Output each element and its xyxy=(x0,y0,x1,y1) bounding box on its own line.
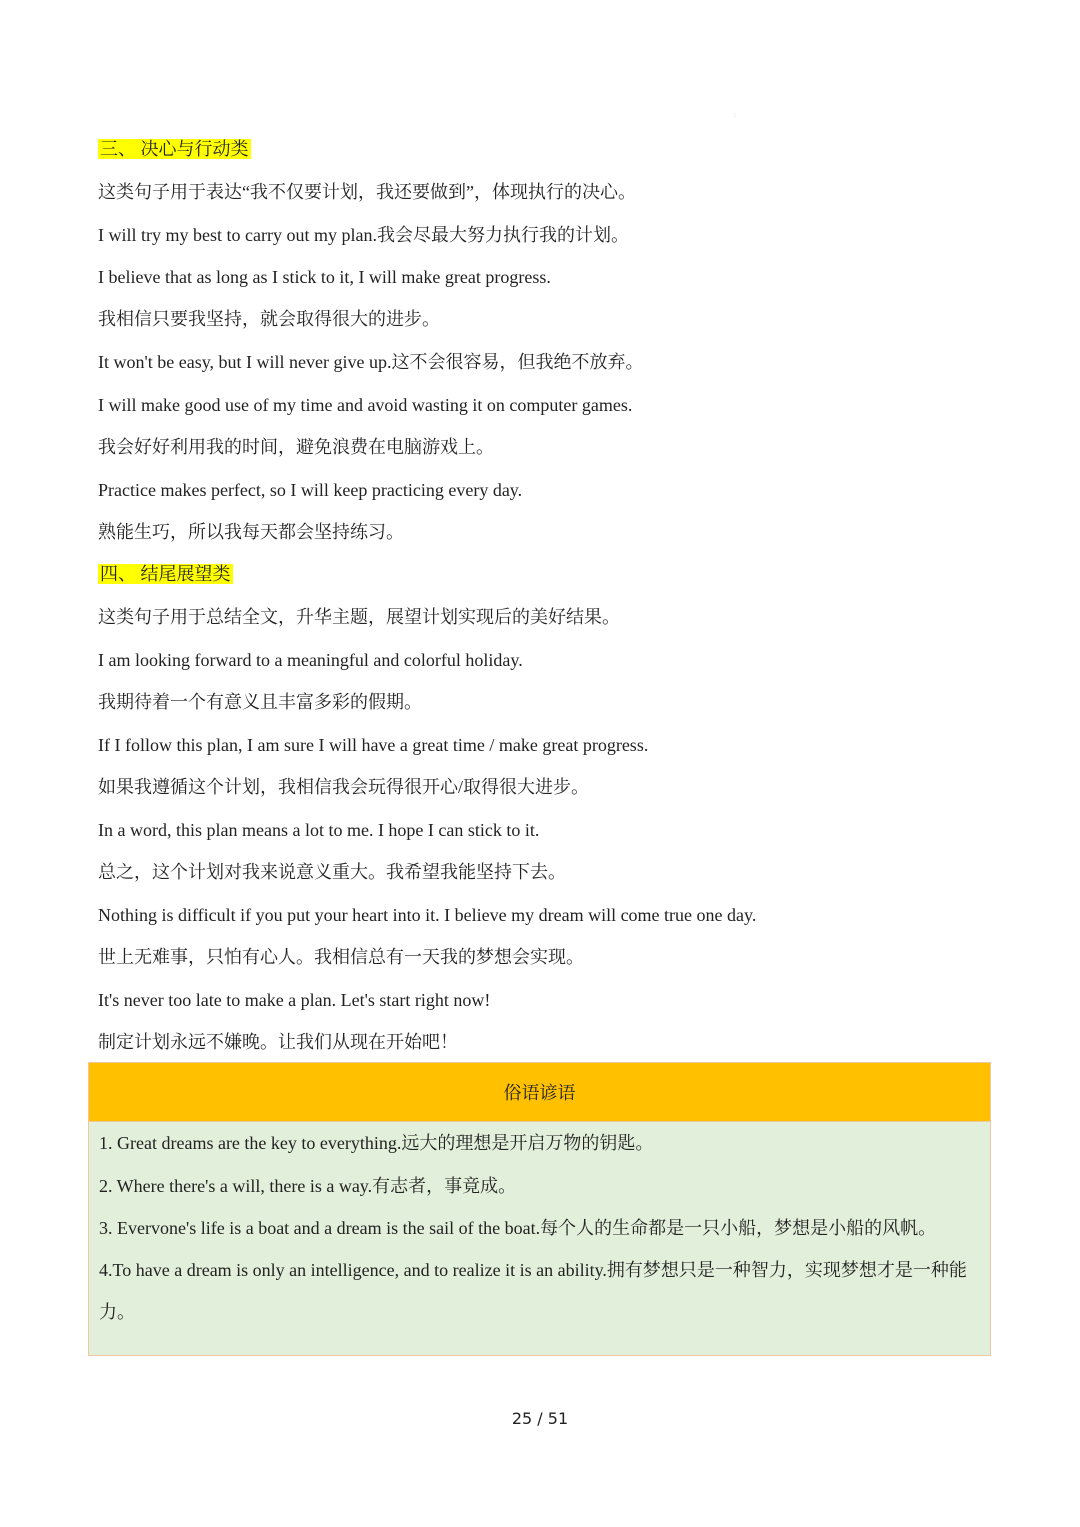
page-number: 25 / 51 xyxy=(511,1409,569,1428)
section4-heading xyxy=(98,562,233,586)
section3-line: I believe that as long as I stick to it, I will make great progress. xyxy=(98,267,551,287)
section3-line: 我会好好利用我的时间，避免浪费在电脑游戏上。 xyxy=(98,437,494,457)
section4-line: 世上无难事，只怕有心人。我相信总有一天我的梦想会实现。 xyxy=(98,947,584,967)
proverb-item: 2. Where there's a will, there is a way.有志者，事竟成。 xyxy=(99,1176,517,1196)
section4-line: In a word, this plan means a lot to me. I hope I can stick to it. xyxy=(98,820,540,840)
section4-line: I am looking forward to a meaningful and colorful holiday. xyxy=(98,650,523,670)
section4-line: It's never too late to make a plan. Let's start right now! xyxy=(98,990,491,1010)
section3-heading xyxy=(98,137,251,161)
section4-line: If I follow this plan, I am sure I will have a great time / make great progress. xyxy=(98,735,649,755)
section3-line: It won't be easy, but I will never give up.这不会很容易，但我绝不放弃。 xyxy=(98,352,644,372)
proverb-item: 3. Evervone's life is a boat and a dream is the sail of the boat.每个人的生命都是一只小船，梦想是小船的风帆。 xyxy=(99,1218,937,1238)
section3-line: 熟能生巧，所以我每天都会坚持练习。 xyxy=(98,522,404,542)
section4-line: 总之，这个计划对我来说意义重大。我希望我能坚持下去。 xyxy=(98,862,566,882)
section3-heading-text: 三、 决心与行动类 xyxy=(100,139,249,159)
section4-line: Nothing is difficult if you put your heart into it. I believe my dream will come true one day. xyxy=(98,905,757,925)
corner-mark: : xyxy=(734,112,737,119)
section4-line: 我期待着一个有意义且丰富多彩的假期。 xyxy=(98,692,422,712)
section3-line: Practice makes perfect, so I will keep practicing every day. xyxy=(98,480,523,500)
section3-line: 我相信只要我坚持，就会取得很大的进步。 xyxy=(98,309,440,329)
section4-line: 制定计划永远不嫌晚。让我们从现在开始吧！ xyxy=(98,1032,458,1052)
section3-line: I will make good use of my time and avoid wasting it on computer games. xyxy=(98,395,633,415)
proverb-item: 4.To have a dream is only an intelligence, and to realize it is an ability.拥有梦想只是一种智力，实现梦想才是一种能力。 xyxy=(99,1260,967,1322)
proverb-item: 1. Great dreams are the key to everything.远大的理想是开启万物的钥匙。 xyxy=(99,1133,654,1153)
proverbs-title: 俗语谚语 xyxy=(89,1063,990,1122)
section3-line: I will try my best to carry out my plan.我会尽最大努力执行我的计划。 xyxy=(98,225,629,245)
section3-line: 这类句子用于表达“我不仅要计划，我还要做到”，体现执行的决心。 xyxy=(98,182,636,202)
section4-heading-text: 四、 结尾展望类 xyxy=(100,564,231,584)
section4-line: 这类句子用于总结全文，升华主题，展望计划实现后的美好结果。 xyxy=(98,607,620,627)
proverbs-box xyxy=(88,1062,991,1356)
section4-line: 如果我遵循这个计划，我相信我会玩得很开心/取得很大进步。 xyxy=(98,777,589,797)
